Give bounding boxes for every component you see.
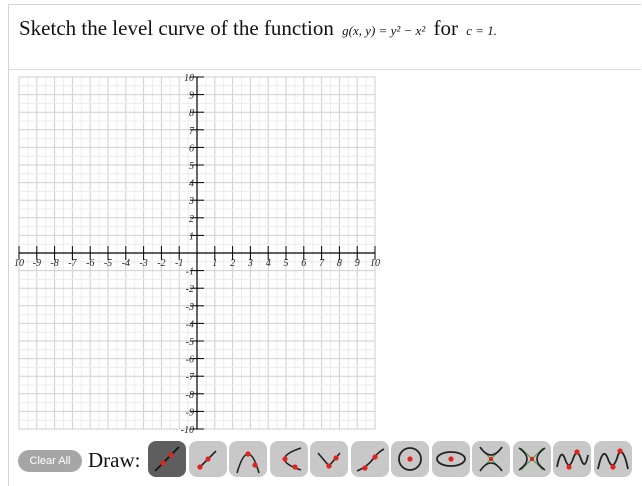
y-tick-label: 2 — [189, 213, 194, 225]
sine-wave-tool-button[interactable] — [553, 441, 591, 477]
x-tick-label: 9 — [354, 258, 360, 269]
x-tick-label: 10 — [370, 258, 380, 269]
x-tick-label: 6 — [301, 258, 307, 269]
x-tick-label: 1 — [212, 258, 218, 269]
segment-tool-button[interactable] — [189, 441, 227, 477]
ellipse-tool-button[interactable] — [432, 441, 470, 477]
x-tick-label: 2 — [230, 258, 236, 269]
x-tick-label: -5 — [103, 258, 113, 269]
cosine-wave-tool-button[interactable] — [594, 441, 632, 477]
y-tick-label: -3 — [185, 301, 194, 313]
ellipse-tool-icon — [432, 441, 470, 477]
level-condition: c = 1. — [466, 23, 498, 38]
y-tick-label: -8 — [185, 389, 194, 401]
x-tick-label: -7 — [68, 258, 77, 269]
y-tick-label: 8 — [189, 108, 194, 120]
y-tick-label: -2 — [185, 284, 194, 296]
clear-all-button[interactable]: Clear All — [18, 450, 82, 472]
y-tick-label: 1 — [189, 231, 194, 243]
y-tick-label: -4 — [185, 319, 194, 331]
y-tick-label: 3 — [189, 196, 194, 208]
x-tick-label: 10 — [14, 258, 24, 269]
absolute-value-tool-button[interactable] — [310, 441, 348, 477]
x-tick-label: -2 — [157, 258, 166, 269]
y-tick-label: -9 — [185, 407, 194, 419]
line-tool-icon — [148, 441, 186, 477]
sqrt-curve-tool-icon — [351, 441, 389, 477]
y-tick-label: 7 — [189, 125, 194, 137]
hyperbola-sideways-tool-button[interactable] — [513, 441, 551, 477]
draw-label: Draw: — [88, 448, 141, 472]
divider — [9, 69, 641, 70]
sine-wave-tool-icon — [553, 441, 591, 477]
question-prefix: Sketch the level curve of the function — [19, 16, 334, 40]
line-tool-button[interactable] — [148, 441, 186, 477]
x-tick-label: 4 — [265, 258, 271, 269]
x-tick-label: -3 — [139, 258, 148, 269]
x-tick-label: 7 — [319, 258, 325, 269]
x-tick-label: 3 — [247, 258, 253, 269]
segment-tool-icon — [189, 441, 227, 477]
circle-tool-button[interactable] — [391, 441, 429, 477]
x-tick-label: -1 — [175, 258, 184, 269]
cosine-wave-tool-icon — [594, 441, 632, 477]
hyperbola-updown-tool-icon — [472, 441, 510, 477]
y-tick-label: -1 — [185, 266, 194, 278]
sqrt-curve-tool-button[interactable] — [351, 441, 389, 477]
x-tick-label: -9 — [32, 258, 41, 269]
circle-tool-icon — [391, 441, 429, 477]
y-tick-label: 6 — [189, 143, 194, 155]
y-tick-label: -6 — [185, 354, 194, 366]
y-tick-label: -7 — [185, 372, 194, 384]
parabola-tool-button[interactable] — [229, 441, 267, 477]
sideways-parabola-tool-button[interactable] — [270, 441, 308, 477]
graph-canvas[interactable] — [14, 73, 380, 436]
y-tick-label: 4 — [189, 178, 194, 190]
x-tick-label: -8 — [50, 258, 59, 269]
x-tick-label: -4 — [121, 258, 130, 269]
question-middle: for — [433, 16, 458, 40]
y-tick-label: 5 — [189, 161, 194, 172]
absolute-value-tool-icon — [310, 441, 348, 477]
y-tick-label: -10 — [180, 425, 194, 436]
sideways-parabola-tool-icon — [270, 441, 308, 477]
function-expression: g(x, y) = y² − x² — [342, 23, 426, 38]
hyperbola-sideways-tool-icon — [513, 441, 551, 477]
parabola-tool-icon — [229, 441, 267, 477]
hyperbola-updown-tool-button[interactable] — [472, 441, 510, 477]
x-tick-label: 8 — [336, 258, 342, 269]
question-text — [19, 16, 500, 41]
y-tick-label: 10 — [184, 73, 194, 84]
y-tick-label: -5 — [185, 337, 194, 348]
y-tick-label: 9 — [189, 90, 194, 102]
x-tick-label: -6 — [86, 258, 95, 269]
x-tick-label: 5 — [283, 258, 289, 269]
